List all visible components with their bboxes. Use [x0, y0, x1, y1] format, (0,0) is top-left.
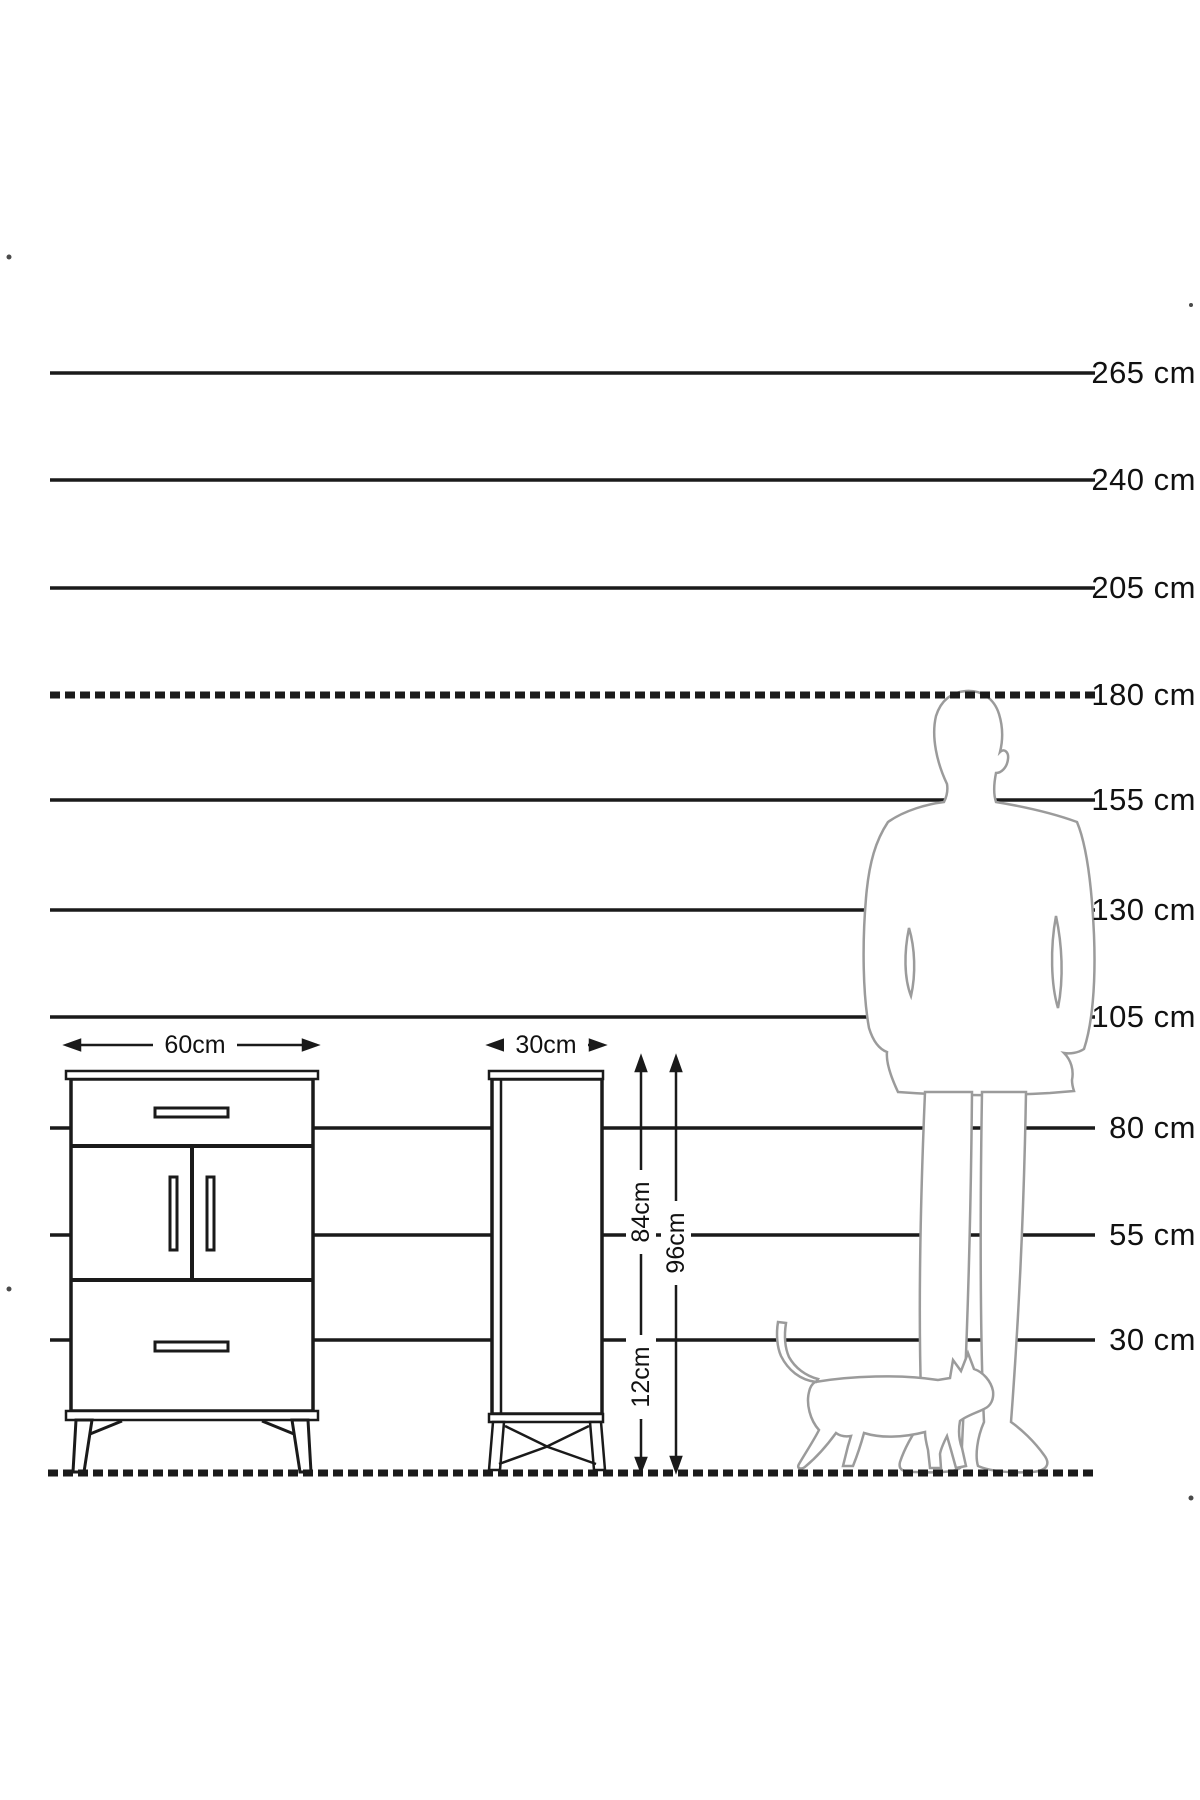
dim-30cm-arrow-left	[489, 1040, 503, 1050]
dim-60cm-arrow-right	[303, 1040, 317, 1050]
cat-body	[798, 1353, 993, 1468]
scale-label-105cm: 105 cm	[1091, 999, 1196, 1034]
man-right-leg	[977, 1092, 1048, 1472]
dim-label-60cm: 60cm	[153, 1030, 237, 1060]
bottom-drawer-handle	[155, 1342, 228, 1351]
dim-label-30cm: 30cm	[504, 1030, 588, 1060]
artifact-dot	[1189, 1496, 1194, 1501]
scale-label-205cm: 205 cm	[1091, 570, 1196, 605]
scale-label-265cm: 265 cm	[1091, 355, 1196, 390]
scale-label-240cm: 240 cm	[1091, 462, 1196, 497]
cabinet-side-bottom-board	[489, 1414, 603, 1422]
dim-30cm-arrow-right	[590, 1040, 604, 1050]
right-door-handle	[207, 1177, 214, 1250]
dresser-top-board	[66, 1071, 318, 1079]
cabinet-side-top-board	[489, 1071, 603, 1079]
scale-label-55cm: 55 cm	[1109, 1217, 1196, 1252]
scale-label-155cm: 155 cm	[1091, 782, 1196, 817]
dim-96cm-arrow-bottom	[671, 1457, 681, 1471]
dim-96cm-arrow-top	[671, 1057, 681, 1071]
dim-84cm-arrow-top	[636, 1057, 646, 1071]
dresser-right-leg	[292, 1420, 311, 1472]
cabinet-side-view	[489, 1071, 605, 1470]
dim-label-96cm: 96cm	[661, 1201, 691, 1285]
man-torso-head	[864, 691, 1095, 1095]
dresser-left-leg-brace	[90, 1421, 122, 1434]
top-drawer-handle	[155, 1108, 228, 1117]
dim-label-12cm: 12cm	[626, 1335, 656, 1419]
dim-12cm-arrow-bottom	[636, 1458, 646, 1471]
dim-label-84cm: 84cm	[626, 1170, 656, 1254]
artifact-dot	[7, 255, 12, 260]
cabinet-side-legs	[489, 1422, 605, 1470]
dresser-right-leg-brace	[262, 1421, 294, 1434]
scale-label-180cm: 180 cm	[1091, 677, 1196, 712]
scale-label-30cm: 30 cm	[1109, 1322, 1196, 1357]
dresser-front-view	[66, 1071, 318, 1472]
dresser-bottom-board	[66, 1411, 318, 1420]
artifact-dot	[1189, 303, 1193, 307]
man-silhouette	[864, 691, 1095, 1472]
artifact-dot	[7, 1287, 12, 1292]
cabinet-side-body	[492, 1079, 602, 1414]
dresser-legs	[73, 1420, 311, 1472]
dresser-left-leg	[73, 1420, 92, 1472]
scale-label-130cm: 130 cm	[1091, 892, 1196, 927]
left-door-handle	[170, 1177, 177, 1250]
dim-60cm-arrow-left	[66, 1040, 80, 1050]
scale-label-80cm: 80 cm	[1109, 1110, 1196, 1145]
cat-tail	[777, 1322, 818, 1382]
